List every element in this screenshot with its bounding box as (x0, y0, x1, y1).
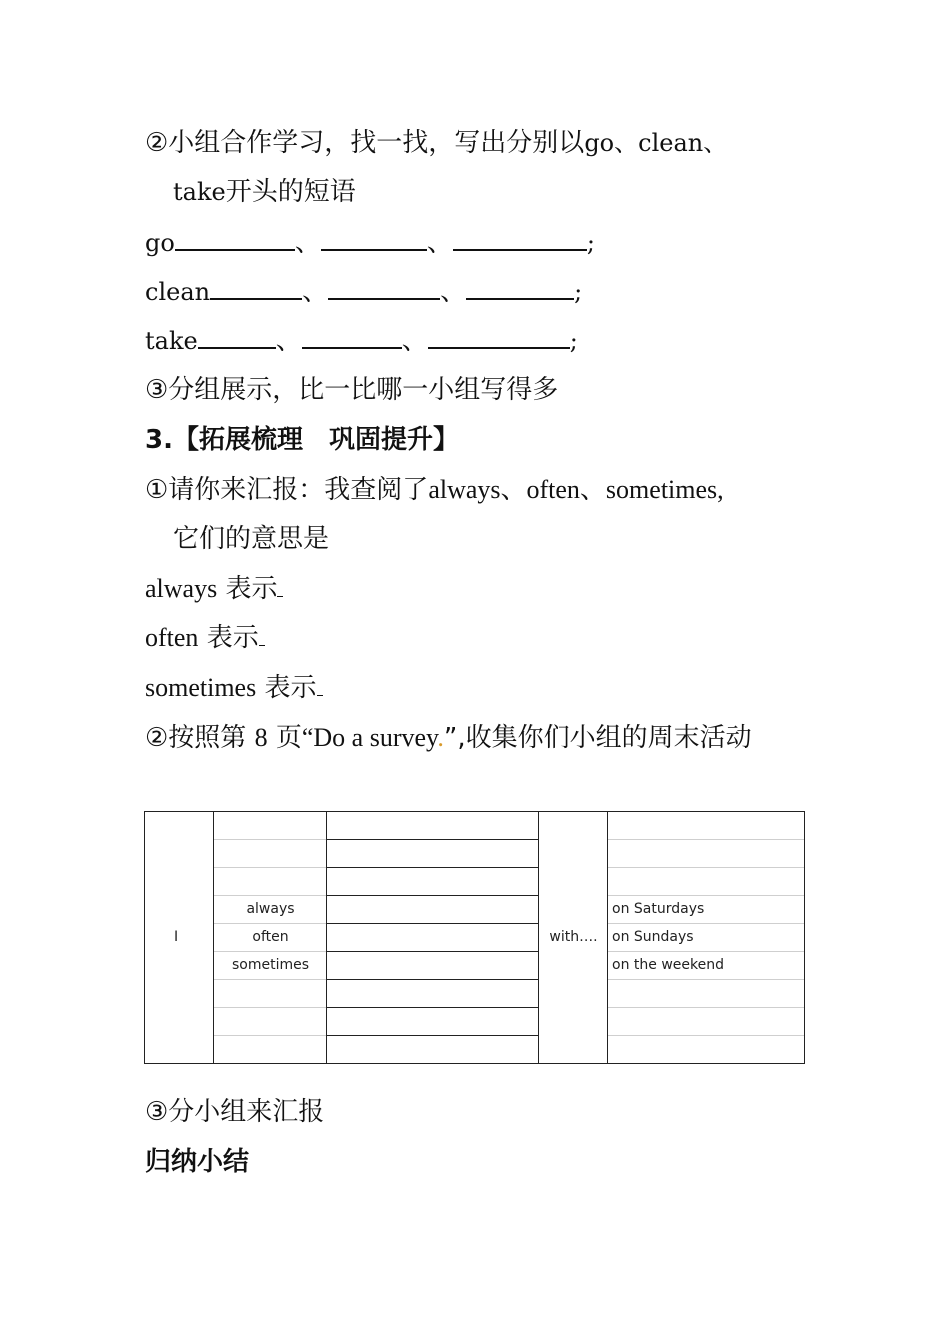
phrase-row-clean (145, 277, 582, 307)
separator: 、 (401, 326, 428, 356)
meaning-sometimes (145, 673, 323, 703)
section3-step1-line1 (145, 475, 724, 505)
row-divider (327, 867, 538, 868)
time-column (608, 812, 804, 1063)
separator: 、 (426, 228, 453, 258)
step2-keyword-take: take (173, 178, 226, 206)
with-column (539, 812, 608, 1063)
meaning-always (145, 574, 283, 604)
row-divider (327, 979, 538, 980)
semicolon: ; (574, 278, 583, 306)
time-weekend: on the weekend (612, 957, 724, 973)
summary-heading: 归纳小结 (145, 1147, 250, 1177)
phrase-row-word: take (145, 327, 198, 355)
step2-instruction-text: ②小组合作学习，找一找，写出分别以 (145, 128, 585, 158)
adverb-column (214, 812, 327, 1063)
blank-field[interactable] (210, 278, 302, 300)
meaning-label: 表示 (264, 673, 317, 703)
step2-page-number: 8 (254, 723, 268, 752)
subject-cell: I (174, 929, 179, 945)
blank-field[interactable] (198, 327, 276, 349)
meaning-blank[interactable] (317, 677, 323, 696)
step2-keywords: go、clean、 (584, 129, 728, 157)
phrase-row-go (145, 228, 595, 258)
meaning-blank[interactable] (277, 578, 283, 597)
step1-prefix: ①请你来汇报：我查阅了 (145, 475, 429, 505)
step2-dot: . (437, 723, 444, 752)
row-divider (327, 1035, 538, 1036)
section3-step2 (145, 723, 752, 753)
row-divider (214, 1007, 326, 1008)
activity-column[interactable] (327, 812, 539, 1063)
adverb-always: always (246, 901, 295, 917)
row-divider (327, 1007, 538, 1008)
row-divider (214, 923, 326, 924)
phrase-row-word: clean (145, 278, 211, 306)
step2-prefix: ②按照第 (145, 723, 247, 753)
step1-words: always、often、sometimes, (428, 475, 724, 504)
row-divider (327, 951, 538, 952)
section3-step1-line2: 它们的意思是 (173, 524, 330, 554)
row-divider (608, 1007, 804, 1008)
row-divider (608, 951, 804, 952)
row-divider (214, 867, 326, 868)
row-divider (608, 867, 804, 868)
time-saturdays: on Saturdays (612, 901, 705, 917)
meaning-often (145, 623, 265, 653)
step3-compare: ③分组展示，比一比哪一小组写得多 (145, 375, 559, 405)
blank-field[interactable] (428, 327, 570, 349)
blank-field[interactable] (321, 229, 427, 251)
meaning-word: often (145, 623, 199, 652)
semicolon: ; (586, 229, 595, 257)
step2-suffix: ”,收集你们小组的周末活动 (443, 723, 752, 753)
with-cell: with…. (549, 929, 598, 945)
blank-field[interactable] (302, 327, 402, 349)
blank-field[interactable] (328, 278, 440, 300)
blank-field[interactable] (175, 229, 295, 251)
step2-instruction-line2 (173, 177, 356, 207)
semicolon: ; (569, 327, 578, 355)
adverb-often: often (252, 929, 289, 945)
separator: 、 (440, 277, 467, 307)
row-divider (214, 951, 326, 952)
step2-survey-title: 页“Do a survey (275, 723, 438, 752)
meaning-label: 表示 (225, 574, 278, 604)
row-divider (327, 923, 538, 924)
row-divider (214, 895, 326, 896)
step2-instruction-line1 (145, 128, 727, 158)
row-divider (608, 1035, 804, 1036)
row-divider (214, 979, 326, 980)
row-divider (327, 895, 538, 896)
adverb-sometimes: sometimes (231, 957, 310, 973)
section3-heading: 3.【拓展梳理 巩固提升】 (145, 425, 459, 455)
meaning-word: sometimes (145, 673, 257, 702)
blank-field[interactable] (466, 278, 574, 300)
phrase-row-take (145, 326, 578, 356)
survey-table (144, 811, 805, 1064)
subject-column (145, 812, 214, 1063)
row-divider (608, 979, 804, 980)
after-step3: ③分小组来汇报 (145, 1097, 325, 1127)
row-divider (608, 923, 804, 924)
separator: 、 (294, 228, 321, 258)
separator: 、 (302, 277, 329, 307)
meaning-word: always (145, 574, 218, 603)
row-divider (608, 895, 804, 896)
separator: 、 (275, 326, 302, 356)
phrase-row-word: go (145, 229, 175, 257)
meaning-blank[interactable] (259, 627, 265, 646)
row-divider (214, 839, 326, 840)
row-divider (608, 839, 804, 840)
time-sundays: on Sundays (612, 929, 694, 945)
step2-instruction-tail: 开头的短语 (225, 177, 356, 207)
row-divider (214, 1035, 326, 1036)
meaning-label: 表示 (206, 623, 259, 653)
row-divider (327, 839, 538, 840)
blank-field[interactable] (453, 229, 587, 251)
